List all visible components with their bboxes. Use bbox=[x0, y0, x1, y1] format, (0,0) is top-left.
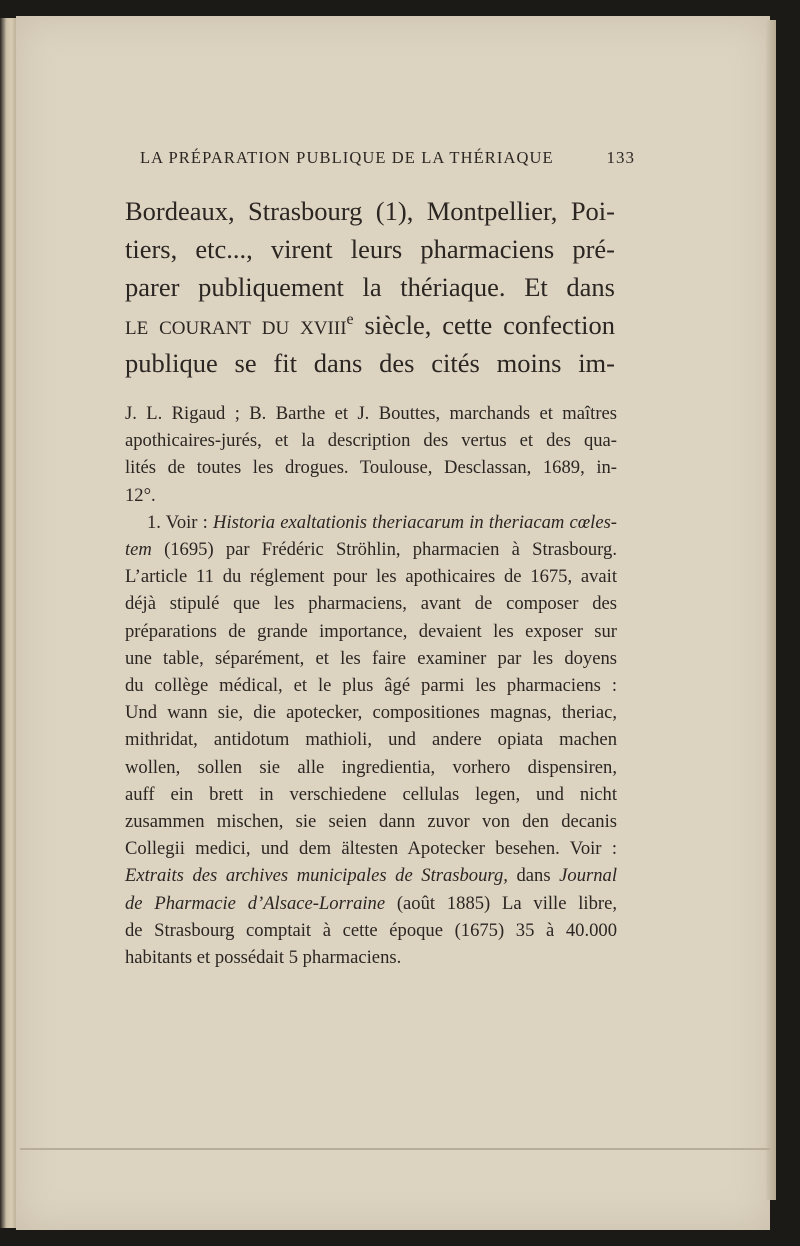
right-page-edge bbox=[766, 20, 776, 1200]
footnote-line: J. L. Rigaud ; B. Barthe et J. Bouttes, marchands et maîtres bbox=[125, 403, 617, 424]
footnote-text: (août 1885) La ville libre, bbox=[385, 892, 617, 914]
page-fold-line bbox=[20, 1148, 770, 1150]
footnote-1-line: une table, séparément, et les faire examiner par les doyens bbox=[125, 647, 617, 669]
left-page-edge bbox=[0, 18, 16, 1228]
footnote-1-line: zusammen mischen, sie seien dann zuvor von den decanis bbox=[125, 811, 617, 833]
body-line: publique se fit dans des cités moins im- bbox=[125, 348, 615, 378]
body-line: Bordeaux, Strasbourg (1), Montpellier, Poi- bbox=[125, 196, 615, 226]
page-number: 133 bbox=[606, 148, 635, 167]
footnote-1-line bbox=[125, 536, 617, 563]
source-title: Extraits des archives municipales de Strasbourg, bbox=[125, 865, 508, 887]
running-head bbox=[140, 148, 635, 172]
footnotes bbox=[125, 400, 617, 971]
journal-title-end: de Pharmacie d’Alsace-Lorraine bbox=[125, 892, 386, 914]
footnote-line: apothicaires-jurés, et la description des vertus et des qua- bbox=[125, 430, 617, 452]
footnote-1-line bbox=[125, 890, 617, 917]
body-line-rest: siècle, cette confection bbox=[353, 310, 615, 340]
footnote-1-line: préparations de grande importance, devaient les exposer sur bbox=[125, 620, 617, 642]
footnote-1-line: de Strasbourg comptait à cette époque (1675) 35 à 40.000 bbox=[125, 919, 617, 941]
footnote-1-line bbox=[125, 509, 617, 536]
body-line: tiers, etc..., virent leurs pharmaciens pré- bbox=[125, 234, 615, 264]
journal-title: Journal bbox=[559, 865, 617, 887]
footnote-1-line: wollen, sollen sie alle ingredientia, vorhero dispensiren, bbox=[125, 756, 617, 778]
footnote-1-line: L’article 11 du réglement pour les apothicaires de 1675, avait bbox=[125, 566, 617, 588]
footnote-1-line: déjà stipulé que les pharmaciens, avant de composer des bbox=[125, 593, 617, 615]
superscript: e bbox=[346, 311, 354, 329]
footnote-1-line: Collegii medici, und dem ältesten Apotecker besehen. Voir : bbox=[125, 838, 617, 860]
latin-title-end: tem bbox=[125, 539, 152, 561]
footnote-1-line: auff ein brett in verschiedene cellulas legen, und nicht bbox=[125, 783, 617, 805]
footnote-1-line: Und wann sie, die apotecker, compositiones magnas, theriac, bbox=[125, 702, 617, 724]
body-line: parer publiquement la thériaque. Et dans bbox=[125, 272, 615, 302]
latin-title: Historia exaltationis theriacarum in theriacam cœles- bbox=[213, 511, 617, 533]
footnote-text: (1695) par Frédéric Ströhlin, pharmacien à Strasbourg. bbox=[151, 539, 617, 561]
century-numeral: le courant du xviii bbox=[125, 310, 347, 340]
footnote-1-line bbox=[125, 862, 617, 889]
footnote-1-line: habitants et possédait 5 pharmaciens. bbox=[125, 947, 402, 969]
footnote-marker: 1. Voir : bbox=[147, 511, 214, 533]
main-paragraph bbox=[125, 192, 615, 382]
footnote-line: lités de toutes les drogues. Toulouse, Desclassan, 1689, in- bbox=[125, 457, 617, 479]
footnote-text: dans bbox=[507, 865, 560, 887]
running-title: LA PRÉPARATION PUBLIQUE DE LA THÉRIAQUE bbox=[140, 148, 554, 167]
footnote-1-line: du collège médical, et le plus âgé parmi les pharmaciens : bbox=[125, 675, 617, 697]
footnote-1-line: mithridat, antidotum mathioli, und andere opiata machen bbox=[125, 729, 617, 751]
footnote-line: 12°. bbox=[125, 484, 156, 506]
body-line bbox=[125, 306, 615, 344]
